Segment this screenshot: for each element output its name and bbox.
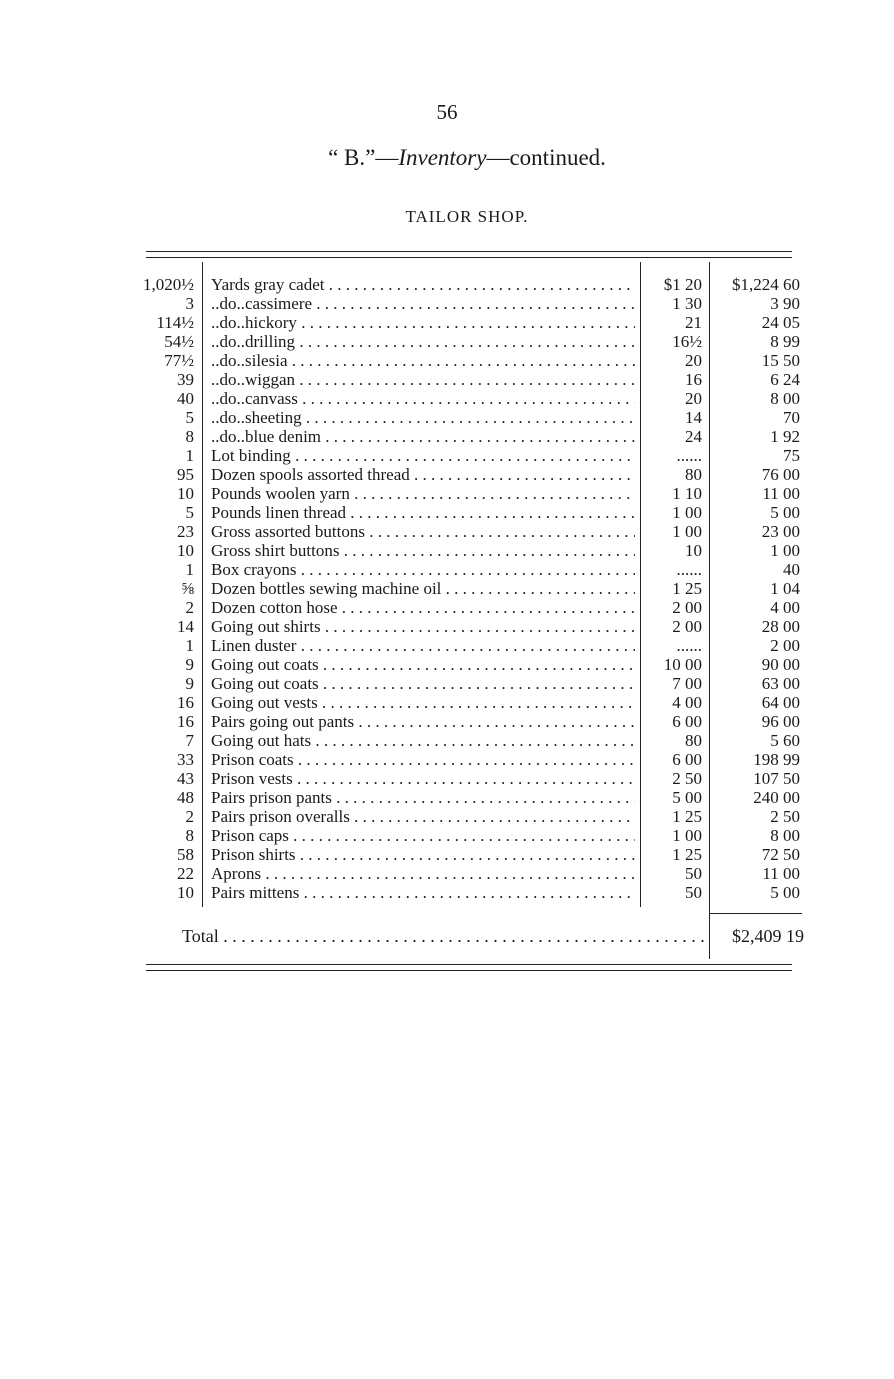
row-amount: 6 24 — [770, 370, 800, 389]
row-quantity: 22 — [177, 864, 194, 883]
row-amount: 23 00 — [761, 522, 800, 541]
table-row — [0, 788, 894, 807]
row-amount: 90 00 — [761, 655, 800, 674]
row-amount: 107 50 — [753, 769, 800, 788]
row-description: Box crayons . . . — [211, 560, 635, 579]
row-description: Pounds woolen yarn . . . — [211, 484, 635, 503]
row-quantity: 1,020½ — [143, 275, 194, 294]
table-row — [0, 408, 894, 427]
row-price: 10 00 — [663, 655, 702, 674]
table-row — [0, 275, 894, 294]
row-price: 14 — [685, 408, 702, 427]
row-description: ..do..canvass . . . — [211, 389, 635, 408]
top-rule-second — [146, 257, 792, 258]
total-rule — [710, 913, 802, 914]
row-amount: 5 00 — [770, 883, 800, 902]
row-quantity: 39 — [177, 370, 194, 389]
table-row — [0, 769, 894, 788]
row-quantity: 16 — [177, 693, 194, 712]
row-quantity: 2 — [185, 807, 194, 826]
row-description: Dozen bottles sewing machine oil . . . — [211, 579, 635, 598]
table-row — [0, 351, 894, 370]
table-row — [0, 598, 894, 617]
top-rule — [146, 251, 792, 252]
row-amount: 24 05 — [761, 313, 800, 332]
row-price: 20 — [685, 351, 702, 370]
table-row — [0, 883, 894, 902]
row-quantity: 5 — [185, 408, 194, 427]
page-number: 56 — [436, 100, 458, 124]
heading-prefix: “ B.”— — [328, 145, 399, 170]
table-row — [0, 389, 894, 408]
row-amount: 2 00 — [770, 636, 800, 655]
table-row — [0, 332, 894, 351]
row-quantity: 1 — [185, 560, 194, 579]
table-row — [0, 674, 894, 693]
row-price: 80 — [685, 731, 702, 750]
table-row — [0, 313, 894, 332]
row-amount: $1,224 60 — [732, 275, 800, 294]
row-quantity: 54½ — [164, 332, 194, 351]
bottom-rule-second — [146, 970, 792, 971]
table-row — [0, 503, 894, 522]
table-row — [0, 484, 894, 503]
row-amount: 28 00 — [761, 617, 800, 636]
row-amount: 1 00 — [770, 541, 800, 560]
row-amount: 5 60 — [770, 731, 800, 750]
table-row — [0, 693, 894, 712]
row-amount: 4 00 — [770, 598, 800, 617]
row-quantity: 16 — [177, 712, 194, 731]
row-price: 1 10 — [672, 484, 702, 503]
row-price: 1 00 — [672, 522, 702, 541]
row-description: Dozen spools assorted thread . . . — [211, 465, 635, 484]
row-amount: 11 00 — [762, 864, 800, 883]
row-quantity: 114½ — [156, 313, 194, 332]
table-row — [0, 294, 894, 313]
row-price: 50 — [685, 883, 702, 902]
row-price: 1 00 — [672, 503, 702, 522]
row-quantity: 9 — [185, 674, 194, 693]
row-quantity: 8 — [185, 427, 194, 446]
row-price: 80 — [685, 465, 702, 484]
row-amount: 3 90 — [770, 294, 800, 313]
table-row — [0, 465, 894, 484]
row-description: Pounds linen thread . . . — [211, 503, 635, 522]
table-row — [0, 427, 894, 446]
row-quantity: 8 — [185, 826, 194, 845]
bottom-rule — [146, 964, 792, 965]
heading-suffix: —continued. — [486, 145, 606, 170]
row-quantity: 2 — [185, 598, 194, 617]
row-description: ..do..sheeting . . . — [211, 408, 635, 427]
row-amount: 70 — [783, 408, 800, 427]
row-description: Prison caps . . . — [211, 826, 635, 845]
row-amount: 75 — [783, 446, 800, 465]
row-quantity: ⅝ — [181, 579, 194, 598]
row-price: 6 00 — [672, 712, 702, 731]
row-price: 2 00 — [672, 598, 702, 617]
row-description: Going out vests . . . — [211, 693, 635, 712]
row-quantity: 3 — [185, 294, 194, 313]
table-row — [0, 541, 894, 560]
row-price: 16 — [685, 370, 702, 389]
row-price: 6 00 — [672, 750, 702, 769]
row-quantity: 77½ — [164, 351, 194, 370]
row-price: 24 — [685, 427, 702, 446]
table-row — [0, 446, 894, 465]
row-quantity: 23 — [177, 522, 194, 541]
row-description: Pairs mittens . . . — [211, 883, 635, 902]
table-row — [0, 826, 894, 845]
row-description: Yards gray cadet . . . — [211, 275, 635, 294]
row-amount: 1 92 — [770, 427, 800, 446]
row-description: Going out hats . . . — [211, 731, 635, 750]
row-amount: 63 00 — [761, 674, 800, 693]
row-price: 1 25 — [672, 845, 702, 864]
row-price: 7 00 — [672, 674, 702, 693]
row-quantity: 95 — [177, 465, 194, 484]
row-price: 20 — [685, 389, 702, 408]
table-row — [0, 864, 894, 883]
row-description: ..do..cassimere . . . — [211, 294, 635, 313]
row-quantity: 1 — [185, 446, 194, 465]
row-price: 21 — [685, 313, 702, 332]
table-row — [0, 617, 894, 636]
table-row — [0, 750, 894, 769]
row-amount: 72 50 — [761, 845, 800, 864]
row-quantity: 10 — [177, 883, 194, 902]
row-quantity: 1 — [185, 636, 194, 655]
row-description: ..do..drilling . . . — [211, 332, 635, 351]
total-row — [0, 925, 894, 947]
row-description: Going out coats . . . — [211, 655, 635, 674]
row-amount: 198 99 — [753, 750, 800, 769]
row-amount: 76 00 — [761, 465, 800, 484]
row-quantity: 10 — [177, 484, 194, 503]
row-amount: 40 — [783, 560, 800, 579]
total-amount: $2,409 19 — [732, 926, 804, 946]
inventory-rows — [0, 275, 894, 902]
row-description: Pairs going out pants . . . — [211, 712, 635, 731]
row-description: Prison vests . . . — [211, 769, 635, 788]
table-row — [0, 731, 894, 750]
row-description: ..do..wiggan . . . — [211, 370, 635, 389]
row-price: 1 25 — [672, 579, 702, 598]
row-price: ...... — [676, 636, 702, 655]
row-description: ..do..blue denim . . . — [211, 427, 635, 446]
row-price: $1 20 — [663, 275, 702, 294]
inventory-heading — [0, 145, 894, 171]
row-amount: 5 00 — [770, 503, 800, 522]
table-row — [0, 370, 894, 389]
row-description: Lot binding . . . — [211, 446, 635, 465]
row-quantity: 10 — [177, 541, 194, 560]
table-row — [0, 579, 894, 598]
row-price: 4 00 — [672, 693, 702, 712]
row-description: Pairs prison overalls . . . — [211, 807, 635, 826]
row-price: 50 — [685, 864, 702, 883]
table-row — [0, 636, 894, 655]
row-description: Prison coats . . . — [211, 750, 635, 769]
row-amount: 96 00 — [761, 712, 800, 731]
row-quantity: 43 — [177, 769, 194, 788]
row-amount: 1 04 — [770, 579, 800, 598]
row-price: 1 25 — [672, 807, 702, 826]
row-quantity: 40 — [177, 389, 194, 408]
row-amount: 15 50 — [761, 351, 800, 370]
row-price: 1 30 — [672, 294, 702, 313]
row-price: 10 — [685, 541, 702, 560]
row-price: 1 00 — [672, 826, 702, 845]
row-description: Dozen cotton hose . . . — [211, 598, 635, 617]
row-amount: 64 00 — [761, 693, 800, 712]
row-description: Prison shirts . . . — [211, 845, 635, 864]
row-price: 16½ — [672, 332, 702, 351]
row-amount: 240 00 — [753, 788, 800, 807]
row-description: Going out shirts . . . — [211, 617, 635, 636]
row-amount: 8 00 — [770, 389, 800, 408]
table-row — [0, 807, 894, 826]
total-label: Total . . . — [182, 925, 704, 947]
table-row — [0, 560, 894, 579]
row-quantity: 58 — [177, 845, 194, 864]
table-row — [0, 655, 894, 674]
row-amount: 11 00 — [762, 484, 800, 503]
row-quantity: 9 — [185, 655, 194, 674]
row-description: ..do..hickory . . . — [211, 313, 635, 332]
row-description: Pairs prison pants . . . — [211, 788, 635, 807]
row-quantity: 7 — [185, 731, 194, 750]
row-quantity: 14 — [177, 617, 194, 636]
row-amount: 8 00 — [770, 826, 800, 845]
table-row — [0, 522, 894, 541]
row-amount: 2 50 — [770, 807, 800, 826]
row-price: 2 50 — [672, 769, 702, 788]
row-description: Linen duster . . . — [211, 636, 635, 655]
row-quantity: 33 — [177, 750, 194, 769]
row-description: Gross shirt buttons . . . — [211, 541, 635, 560]
row-description: ..do..silesia . . . — [211, 351, 635, 370]
row-amount: 8 99 — [770, 332, 800, 351]
row-quantity: 5 — [185, 503, 194, 522]
row-description: Going out coats . . . — [211, 674, 635, 693]
row-price: ...... — [676, 560, 702, 579]
row-description: Gross assorted buttons . . . — [211, 522, 635, 541]
row-price: ...... — [676, 446, 702, 465]
section-title: TAILOR SHOP. — [405, 207, 529, 226]
row-description: Aprons . . . — [211, 864, 635, 883]
table-row — [0, 712, 894, 731]
row-quantity: 48 — [177, 788, 194, 807]
row-price: 5 00 — [672, 788, 702, 807]
row-price: 2 00 — [672, 617, 702, 636]
table-row — [0, 845, 894, 864]
heading-italic: Inventory — [398, 145, 487, 170]
